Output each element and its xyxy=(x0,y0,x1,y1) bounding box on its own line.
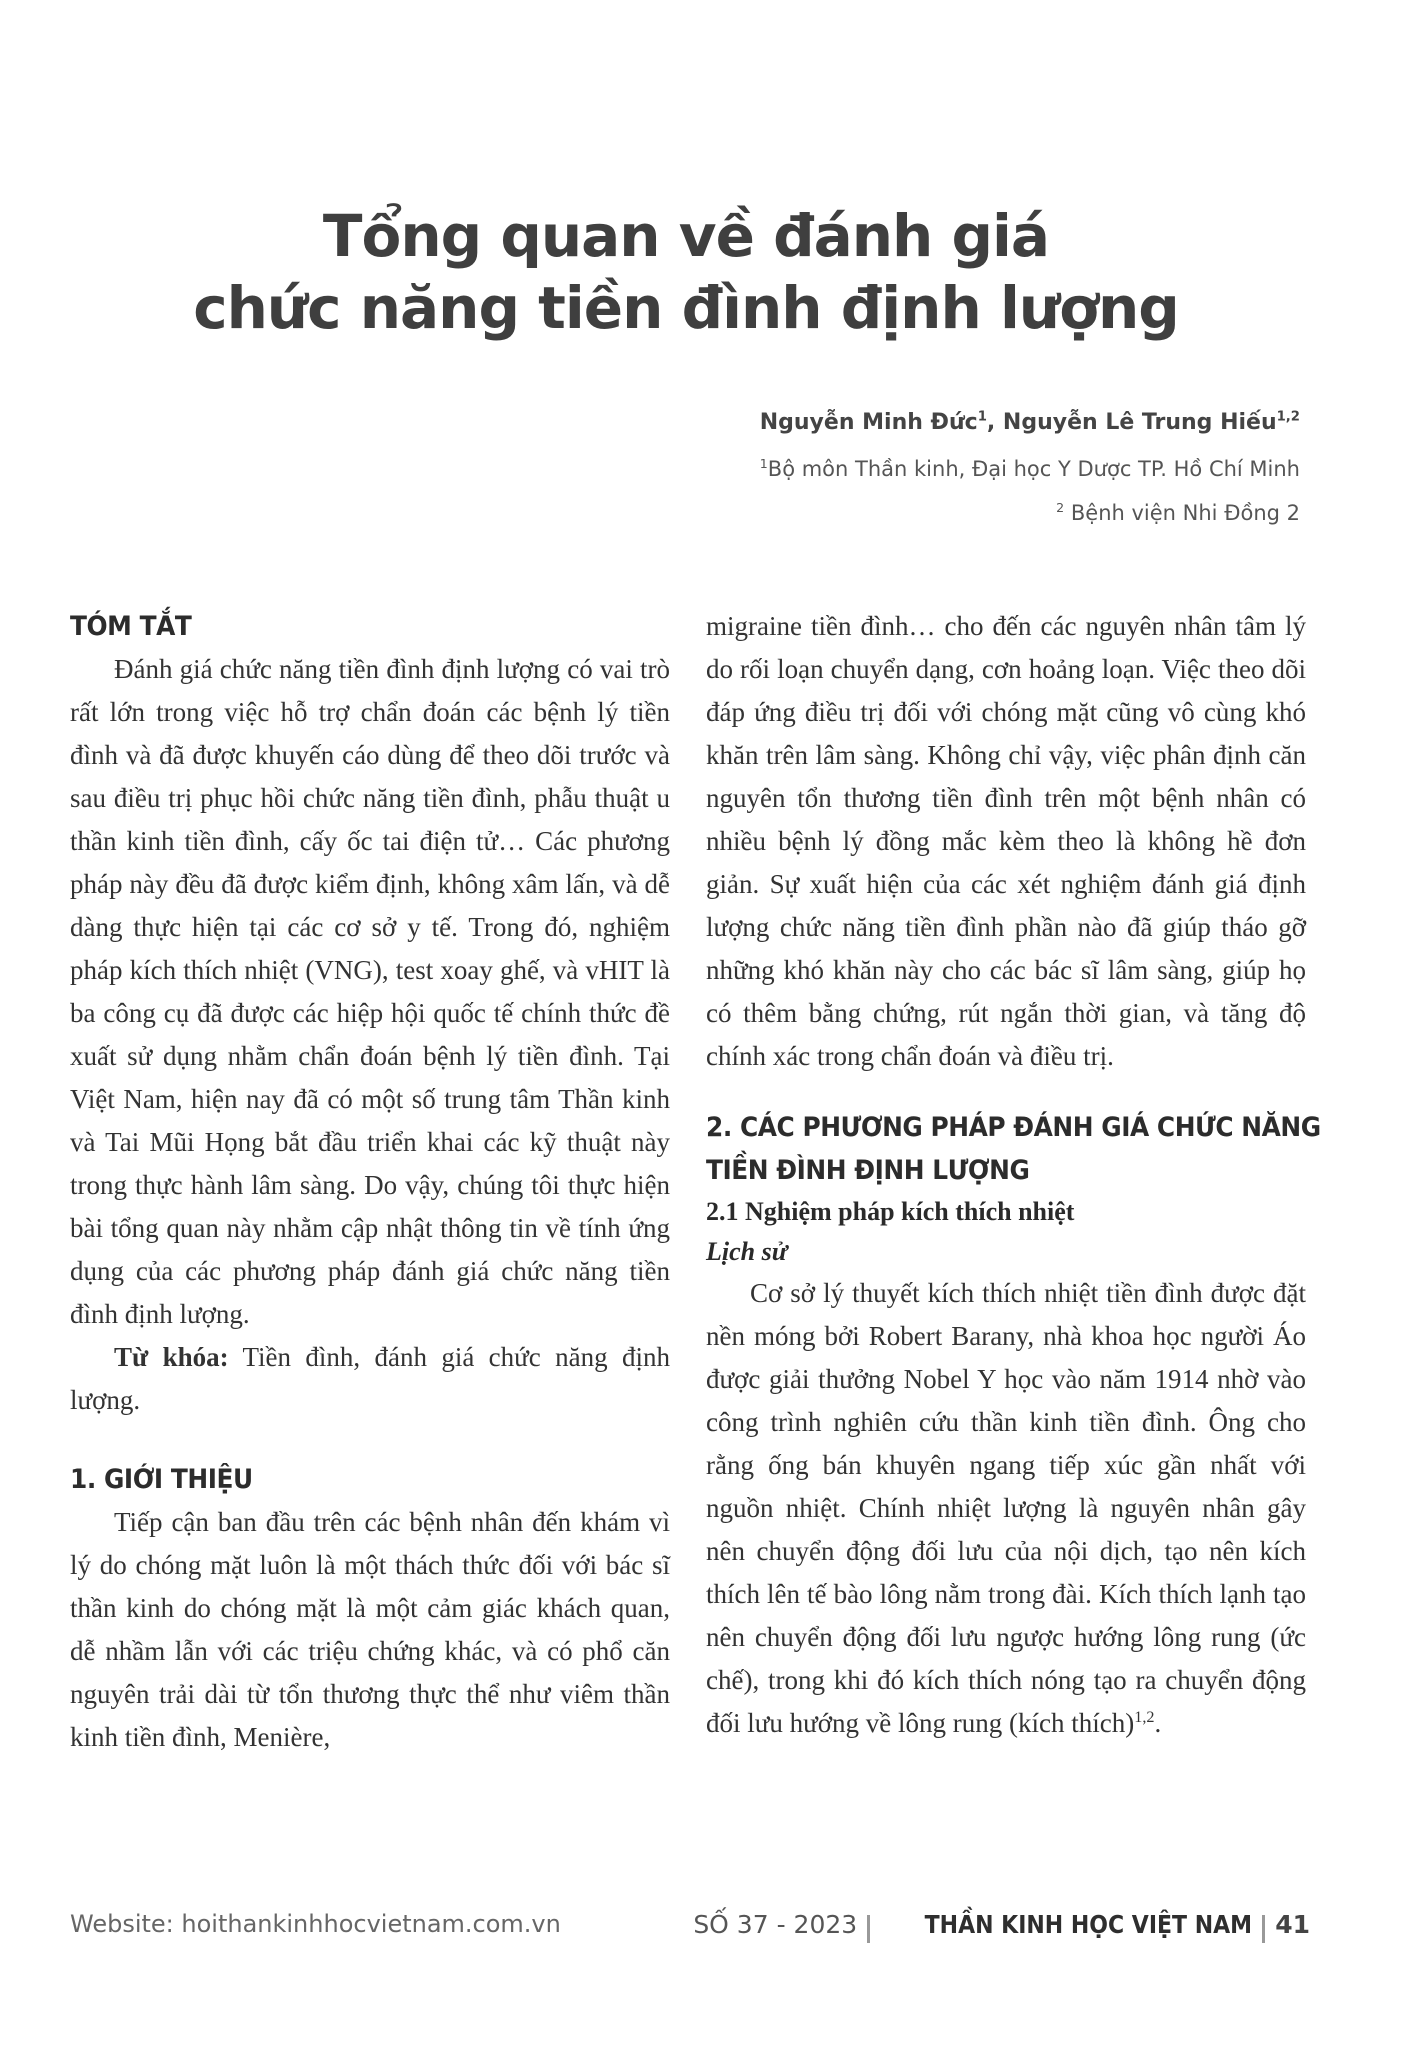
affiliation-2-text: Bệnh viện Nhi Đồng 2 xyxy=(1070,501,1300,525)
footer-journal-info xyxy=(693,1910,1310,1943)
right-column xyxy=(706,605,1321,1745)
keywords-label: Từ khóa: xyxy=(114,1342,229,1372)
footer-website: Website: hoithankinhhocvietnam.com.vn xyxy=(70,1910,561,1938)
affiliation-2-mark: 2 xyxy=(1056,500,1065,515)
affiliation-2 xyxy=(1056,501,1300,525)
author-1: Nguyễn Minh Đức xyxy=(759,410,978,435)
section-2-heading-line-1: 2. CÁC PHƯƠNG PHÁP ĐÁNH GIÁ CHỨC NĂNG xyxy=(706,1112,1321,1143)
keywords xyxy=(70,1336,670,1422)
issue-number: SỐ 37 - 2023 xyxy=(693,1910,858,1939)
footer-divider xyxy=(867,1915,870,1943)
section-2-text xyxy=(706,1272,1306,1745)
article-title xyxy=(0,200,1372,344)
section-1-text-right: migraine tiền đình… cho đến các nguyên nhân tâm lý do rối loạn chuyển dạng, cơn hoảng loạn. Việc theo dõi đáp ứng điều trị đối với chóng mặt cũng vô cùng khó khăn trên lâm sàng. Không chỉ vậy, việc phân định căn nguyên tổn thương tiền đình trên một bệnh nhân có nhiều bệnh lý đồng mắc kèm theo là không hề đơn giản. Sự xuất hiện của các xét nghiệm đánh giá định lượng chức năng tiền đình phần nào đã giúp tháo gỡ những khó khăn này cho các bác sĩ lâm sàng, giúp họ có thêm bằng chứng, rút ngắn thời gian, và tăng độ chính xác trong chẩn đoán và điều trị. xyxy=(706,611,1306,1071)
affiliation-1-mark: 1 xyxy=(759,456,768,471)
author-list xyxy=(760,410,1300,435)
title-line-2: chức năng tiền đình định lượng xyxy=(193,274,1179,342)
author-2-affiliation: 1,2 xyxy=(1276,409,1300,425)
section-1-text-left: Tiếp cận ban đầu trên các bệnh nhân đến khám vì lý do chóng mặt luôn là một thách thức đối với bác sĩ thần kinh do chóng mặt là một cảm giác khách quan, dễ nhầm lẫn với các triệu chứng khác, và có phổ căn nguyên trải dài từ tổn thương thực thể như viêm thần kinh tiền đình, Menière, xyxy=(70,1507,670,1752)
title-line-1: Tổng quan về đánh giá xyxy=(322,202,1050,270)
abstract-heading: TÓM TẮT xyxy=(70,611,192,642)
affiliation-1 xyxy=(760,457,1300,481)
affiliation-1-text: Bộ môn Thần kinh, Đại học Y Dược TP. Hồ Chí Minh xyxy=(767,457,1300,481)
subsection-2-1-heading: 2.1 Nghiệm pháp kích thích nhiệt xyxy=(706,1197,1075,1226)
left-column xyxy=(70,605,670,1759)
author-2: , Nguyễn Lê Trung Hiếu xyxy=(986,410,1277,435)
history-heading: Lịch sử xyxy=(706,1237,788,1266)
section-2-heading xyxy=(706,1106,1321,1192)
author-1-affiliation: 1 xyxy=(977,409,987,425)
journal-name: THẦN KINH HỌC VIỆT NAM xyxy=(924,1910,1253,1939)
keywords-text: Tiền đình, đánh giá chức năng định lượng. xyxy=(70,1342,670,1415)
citation: 1,2 xyxy=(1134,1708,1155,1726)
section-2-end: . xyxy=(1154,1708,1162,1738)
page-footer xyxy=(70,1910,1310,1950)
page-number: 41 xyxy=(1275,1910,1310,1939)
section-2-heading-line-2: TIỀN ĐÌNH ĐỊNH LƯỢNG xyxy=(706,1155,1030,1186)
section-1-heading: 1. GIỚI THIỆU xyxy=(70,1464,253,1495)
section-2-body: Cơ sở lý thuyết kích thích nhiệt tiền đình được đặt nền móng bởi Robert Barany, nhà khoa học người Áo được giải thưởng Nobel Y học vào năm 1914 nhờ vào công trình nghiên cứu thần kinh tiền đình. Ông cho rằng ống bán khuyên ngang tiếp xúc gần nhất với nguồn nhiệt. Chính nhiệt lượng là nguyên nhân gây nên chuyển động đối lưu của nội dịch, tạo nên kích thích lên tế bào lông nằm trong đài. Kích thích lạnh tạo nên chuyển động đối lưu ngược hướng lông rung (ức chế), trong khi đó kích thích nóng tạo ra chuyển động đối lưu hướng về lông rung (kích thích) xyxy=(706,1278,1306,1738)
footer-divider-2 xyxy=(1262,1915,1265,1943)
abstract-text: Đánh giá chức năng tiền đình định lượng có vai trò rất lớn trong việc hỗ trợ chẩn đoán các bệnh lý tiền đình và đã được khuyến cáo dùng để theo dõi trước và sau điều trị phục hồi chức năng tiền đình, phẫu thuật u thần kinh tiền đình, cấy ốc tai điện tử… Các phương pháp này đều đã được kiểm định, không xâm lấn, và dễ dàng thực hiện tại các cơ sở y tế. Trong đó, nghiệm pháp kích thích nhiệt (VNG), test xoay ghế, và vHIT là ba công cụ đã được các hiệp hội quốc tế chính thức đề xuất sử dụng nhằm chẩn đoán bệnh lý tiền đình. Tại Việt Nam, hiện nay đã có một số trung tâm Thần kinh và Tai Mũi Họng bắt đầu triển khai các kỹ thuật này trong thực hành lâm sàng. Do vậy, chúng tôi thực hiện bài tổng quan này nhằm cập nhật thông tin về tính ứng dụng của các phương pháp đánh giá chức năng tiền đình định lượng. xyxy=(70,654,670,1329)
